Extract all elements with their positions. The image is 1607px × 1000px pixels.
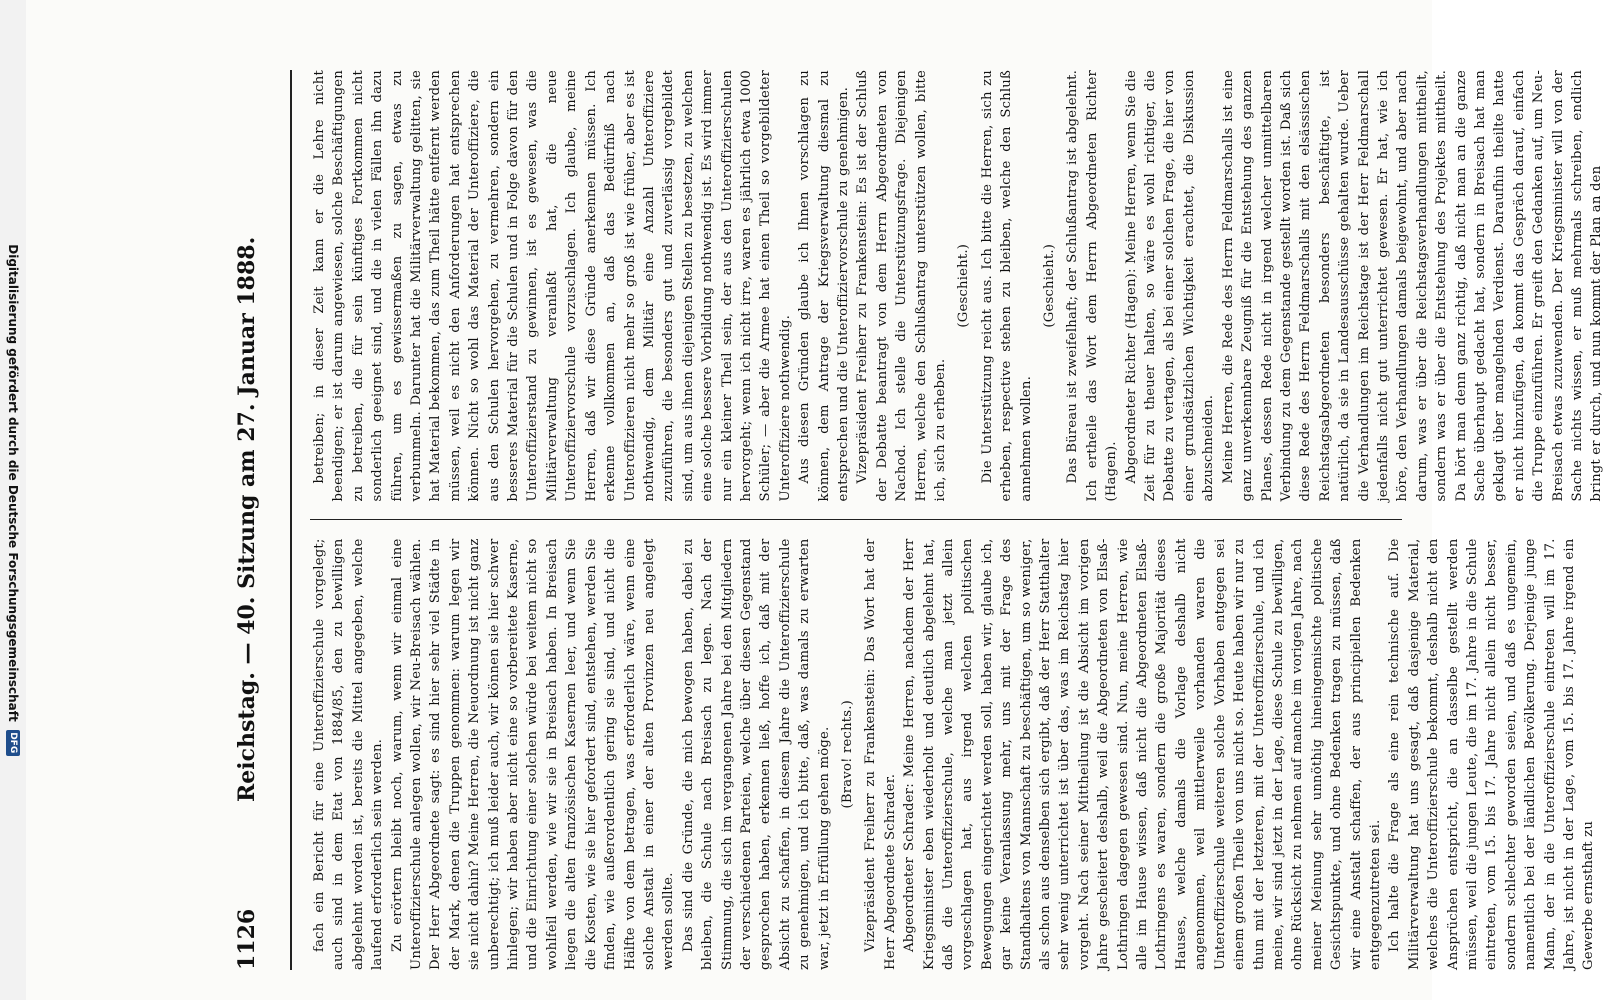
right-column [310, 70, 1605, 502]
paragraph: Aus diesen Gründen glaube ich Ihnen vorschlagen zu können, dem Antrage der Kriegsverwaltung diesmal zu entsprechen und die Unteroffiziervorschule zu genehmigen. [797, 70, 851, 502]
paragraph: Meine Herren, die Rede des Herrn Feldmarschalls ist eine ganz unverkennbare Zeugniß für die Entstehung des ganzen Planes, dessen Rede nicht in irgend welcher unmittelbaren Verbindung zu dem Gegenstande gestellt worden ist. Daß sich diese Rede des Herrn Feldmarschalls mit den elsässischen Reichstagsabgeordneten besonders beschäftigte, ist natürlich, da sie in Landesausschüsse gehalten wurde. Ueber die Verhandlungen im Reichstage ist der Herr Feldmarschall jedenfalls nicht gut unterrichtet gewesen. Er hat, wie ich höre, den Verhandlungen damals beigewohnt, und aber nach darum, was er über die Reichstagsverhandlungen mittheilt, sondern was er über die Entstehung des Projektes mittheilt. Da hört man denn ganz richtig, daß nicht man an die ganze Sache überhaupt gedacht hat, sondern in Breisach hat man geklagt über mangelnden Verdienst. Daraufhin theilte hatte er nicht hinzufügen, da kommt das Gespräch darauf, einfach die Truppe einzuführen. Er greift den Gedanken auf, um Neu-Breisach etwas zuzuwenden. Der Kriegsminister will von der Sache nichts wissen, er muß mehrmals schreiben, endlich bringt er durch, und nun kommt der Plan an den [1220, 70, 1605, 502]
text-columns [310, 70, 1605, 970]
paragraph: Das sind die Gründe, die mich bewogen haben, dabei zu bleiben, die Schule nach Breisach zu legen. Nach der Stimmung, die sich im vergangenen Jahre bei den Mitgliedern der verschiedenen Parteien, welche über diesen Gegenstand gesprochen haben, erkennen ließ, hoffe ich, daß mit der Absicht zu schaffen, in diesem Jahre die Unteroffizierschule zu genehmigen, und ich bitte, daß, was damals zu erwarten war, jetzt in Erfüllung gehen möge. [680, 538, 832, 970]
paragraph: Vizepräsident Freiherr zu Frankenstein: Es ist der Schluß der Debatte beantragt von dem Herrn Abgeordneten von Nachod. Ich stelle die Unterstützungsfrage. Diejenigen Herren, welche den Schlußantrag unterstützen wollen, bitte ich, sich zu erheben. [855, 70, 948, 502]
paragraph: Abgeordneter Richter (Hagen): Meine Herren, wenn Sie die Zeit für zu theuer halten, so wäre es wohl richtiger, die Debatte zu vertagen, als bei einer solchen Frage, die hier von einer grundsätzlichen Wichtigkeit erachtet, die Diskussion abzuschneiden. [1123, 70, 1217, 502]
column-separator [310, 520, 1402, 521]
paragraph: fach ein Bericht für eine Unteroffizierschule vorgelegt; auch sind in dem Etat von 1884/85, den zu bewilligen abgelehnt worden ist, bereits die Mittel angegeben, welche laufend erforderlich sein werden. [312, 538, 386, 970]
paragraph: Abgeordneter Schrader: Meine Herren, nachdem der Herr Kriegsminister eben wiederholt und deutlich abgelehnt hat, daß die Unteroffizierschule, welche man jetzt allein vorgeschlagen hat, aus irgend welchen politischen Bewegungen eingerichtet werden soll, haben wir, glaube ich, gar keine Veranlassung mehr, uns mit der Frage des Standhaltens von Mannschaft zu beschäftigen, um so weniger, als schon aus denselben sich ergibt, daß der Herr Statthalter sehr wenig unterrichtet ist über das, was im Reichstag hier vorgeht. Nach seiner Mittheilung ist die Absicht im vorigen Jahre gescheitert deshalb, weil die Abgeordneten von Elsaß-Lothringen dagegen gewesen sind. Nun, meine Herren, wie alle im Hause wissen, daß nicht die Abgeordneten Elsaß-Lothringens es waren, sondern die große Majorität dieses Hauses, welche damals die Vorlage deshalb nicht angenommen, weil mittlerweile vorhanden waren die Unteroffizierschule weiteren solche Vorhaben entgegen sei einem großen Theile von uns nicht so. Heute haben wir nur zu thun mit der letzteren, mit der Unteroffizierschule, und ich meine, wir sind jetzt in der Lage, diese Schule zu bewilligen, ohne Rücksicht zu nehmen auf manche im vorigen Jahre, nach meiner Meinung sehr unnöthig hineingemischte politische Gesichtspunkte, und ohne Bedenken tragen zu müssen, daß wir eine Anstalt schaffen, der aus principiellen Bedenken entgegenzutreten sei. [902, 538, 1383, 970]
stage-direction: (Bravo! rechts.) [839, 700, 855, 809]
paragraph: Vizepräsident Freiherr zu Frankenstein: Das Wort hat der Herr Abgeordnete Schrader. [863, 538, 898, 970]
dfg-logo-icon: DFG [6, 730, 20, 756]
paragraph: Das Büreau ist zweifelhaft; der Schlußantrag ist abgelehnt. Ich ertheile das Wort dem Herrn Abgeordneten Richter (Hagen). [1065, 70, 1120, 502]
paragraph: Zu erörtern bleibt noch, warum, wenn wir einmal eine Unteroffizierschule anlegen wollen, wir Neu-Breisach wählen. Der Herr Abgeordnete sagt: es sind hier sehr viel Städte in der Mark, denen die Truppen genommen: warum legen wir sie nicht dahin? Meine Herren, die Neuordnung ist nicht ganz unberechtigt; ich muß leider auch, wir können sie hier schwer hinlegen; wir haben aber nicht eine so vorbereitete Kaserne, und die Einrichtung einer solchen würde bei weitem nicht so wohlfeil werden, wie wir sie in Breisach haben. In Breisach liegen die alten französischen Kasernen leer, und wenn Sie die Kosten, wie sie hier gefordert sind, entstehen, werden Sie finden, wie außerordentlich gering sie sind, und nicht die Hälfte von dem betragen, was erforderlich wäre, wenn eine solche Anstalt in einer der alten Provinzen neu angelegt werden sollte. [389, 538, 677, 970]
left-column [310, 538, 1597, 971]
paragraph: Die Unterstützung reicht aus. Ich bitte die Herren, sich zu erheben, respective stehen zu bleiben, welche den Schluß annehmen wollen. [979, 70, 1034, 502]
stage-direction: (Geschieht.) [956, 243, 972, 328]
paragraph: betreiben; in dieser Zeit kann er die Lehre nicht beendigen; er ist darum angewiesen, solche Beschäftigungen zu betreiben, die für sein künftiges Fortkommen nicht sonderlich geeignet sind, und die in vielen Fällen ihn dazu führen, um es gewissermaßen zu sagen, etwas zu verbummeln. Darunter hat die Militärverwaltung gelitten, sie hat Material bekommen, das zum Theil hätte entfernt werden müssen, weil es nicht den Anforderungen hat entsprechen können. Nicht so wohl das Material der Unteroffiziere, die aus den Schulen hervorgehen, zu vermehren, sondern ein besseres Material für die Schulen und in Folge davon für den Unteroffizierstand zu gewinnen, ist es gewesen, was die Militärverwaltung veranlaßt hat, die neue Unteroffiziervorschule vorzuschlagen. Ich glaube, meine Herren, daß wir diese Gründe anerkennen müssen. Ich erkenne vollkommen an, daß das Bedürfniß nach Unteroffizieren nicht mehr so groß ist wie früher, aber es ist nothwendig, dem Militär eine Anzahl Unteroffiziere zuzuführen, die besonders gut und zuverlässig vorgebildet sind, um aus ihnen diejenigen Stellen zu besetzen, zu welchen eine solche bessere Vorbildung nothwendig ist. Es wird immer nur ein kleiner Theil sein, der aus den Unteroffizierschulen hervorgeht; wenn ich nicht irre, waren es jährlich etwa 1000 Schüler; — aber die Armee hat einen Theil so vorgebildeter Unteroffiziere nothwendig. [312, 70, 793, 502]
footer-text: Digitalisierung gefördert durch die Deutsche Forschungsgemeinschaft [6, 244, 20, 722]
page-title: Reichstag. — 40. Sitzung am 27. Januar 1888. [234, 236, 260, 802]
page-number: 1126 [234, 908, 260, 970]
page-header [227, 70, 267, 970]
paragraph: Ich halte die Frage als eine rein technische auf. Die Militärverwaltung hat uns gesagt, daß dasjenige Material, welches die Unteroffizierschule bekommt, deshalb nicht den Ansprüchen entspricht, die an dasselbe gestellt werden müssen, weil die jungen Leute, die im 17. Jahre in die Schule eintreten, vom 15. bis 17. Jahre nicht allein nicht besser, sondern schlechter geworden seien, und daß es ungemein, namentlich bei der ländlichen Bevölkerung. Derjenige junge Mann, der in die Unteroffizierschule eintreten will im 17. Jahre, ist nicht in der Lage, vom 15. bis 17. Jahre irgend ein Gewerbe ernsthaft zu [1387, 538, 1597, 970]
header-rule [290, 70, 292, 970]
digitization-footer [0, 0, 26, 1000]
stage-direction: (Geschieht.) [1042, 243, 1058, 328]
